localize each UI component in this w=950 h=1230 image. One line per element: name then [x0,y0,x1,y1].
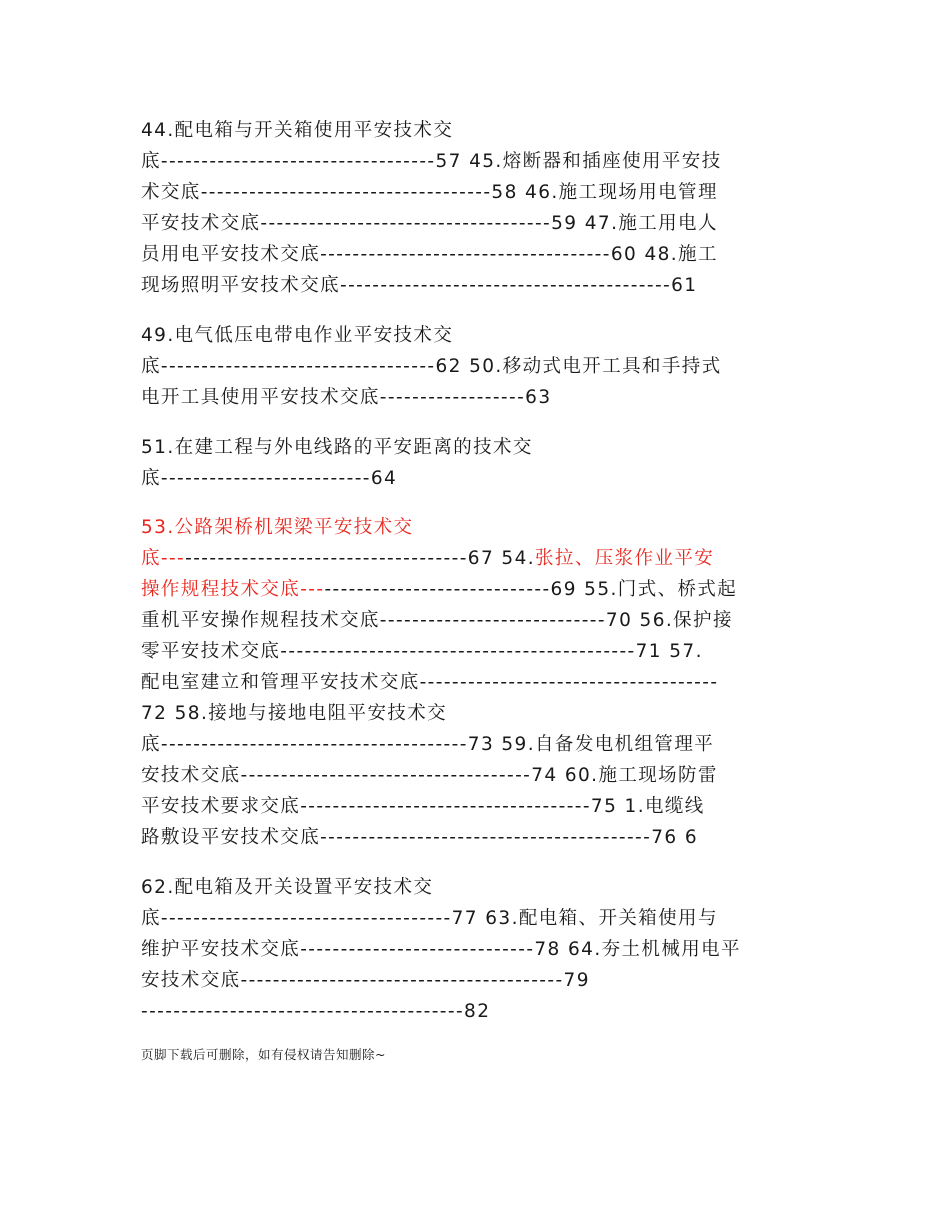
toc-highlight-text: 底--- [141,548,186,569]
toc-line: 配电室建立和管理平安技术交底------------------------------------- [141,672,719,693]
toc-highlight-text: 公路架桥机架梁平安技术交 [174,517,414,538]
toc-number: 53. [141,517,175,538]
toc-leader: -----------------------------------67 54. [185,548,536,569]
toc-line: 底----------------------------------62 50.移动式电开工具和手持式 [141,356,722,377]
toc-highlight-text: 张拉、压浆作业平安 [535,548,715,569]
toc-line: 平安技术要求交底------------------------------------75 1.电缆线 [141,796,705,817]
toc-line: ----------------------------------------82 [141,1001,491,1022]
toc-line: 49.电气低压电带电作业平安技术交 [141,325,454,346]
toc-line: 51.在建工程与外电线路的平安距离的技术交 [141,437,533,458]
toc-line: 术交底------------------------------------58 46.施工现场用电管理 [141,182,718,203]
toc-line: 现场照明平安技术交底-----------------------------------------61 [141,275,698,296]
toc-line: 路敷设平安技术交底-----------------------------------------76 6 [141,827,698,848]
toc-line: 零平安技术交底--------------------------------------------71 57. [141,641,703,662]
toc-line: 底----------------------------------57 45.熔断器和插座使用平安技 [141,151,722,172]
toc-line: 平安技术交底------------------------------------59 47.施工用电人 [141,213,718,234]
toc-line-highlighted [141,578,821,602]
toc-line: 电开工具使用平安技术交底------------------63 [141,387,552,408]
toc-leader: ----------------------------69 55.门式、桥式起 [324,579,738,600]
toc-line: 44.配电箱与开关箱使用平安技术交 [141,120,454,141]
toc-highlight-text: 操作规程技术交底--- [141,579,325,600]
toc-line: 底--------------------------------------73 59.自备发电机组管理平 [141,734,715,755]
toc-line: 员用电平安技术交底------------------------------------60 48.施工 [141,244,718,265]
toc-line-highlighted [141,547,821,571]
toc-line: 维护平安技术交底-----------------------------78 64.夯土机械用电平 [141,939,741,960]
toc-line: 72 58.接地与接地电阻平安技术交 [141,703,448,724]
toc-line: 安技术交底------------------------------------74 60.施工现场防雷 [141,765,718,786]
page-footer: 页脚下载后可删除，如有侵权请告知删除~ [141,1047,386,1062]
toc-line: 安技术交底----------------------------------------79 [141,970,590,991]
toc-line: 重机平安操作规程技术交底----------------------------70 56.保护接 [141,610,733,631]
toc-line: 62.配电箱及开关设置平安技术交 [141,877,434,898]
toc-line: 底--------------------------64 [141,468,398,489]
toc-line-highlighted [141,516,821,540]
toc-line: 底------------------------------------77 63.配电箱、开关箱使用与 [141,908,718,929]
